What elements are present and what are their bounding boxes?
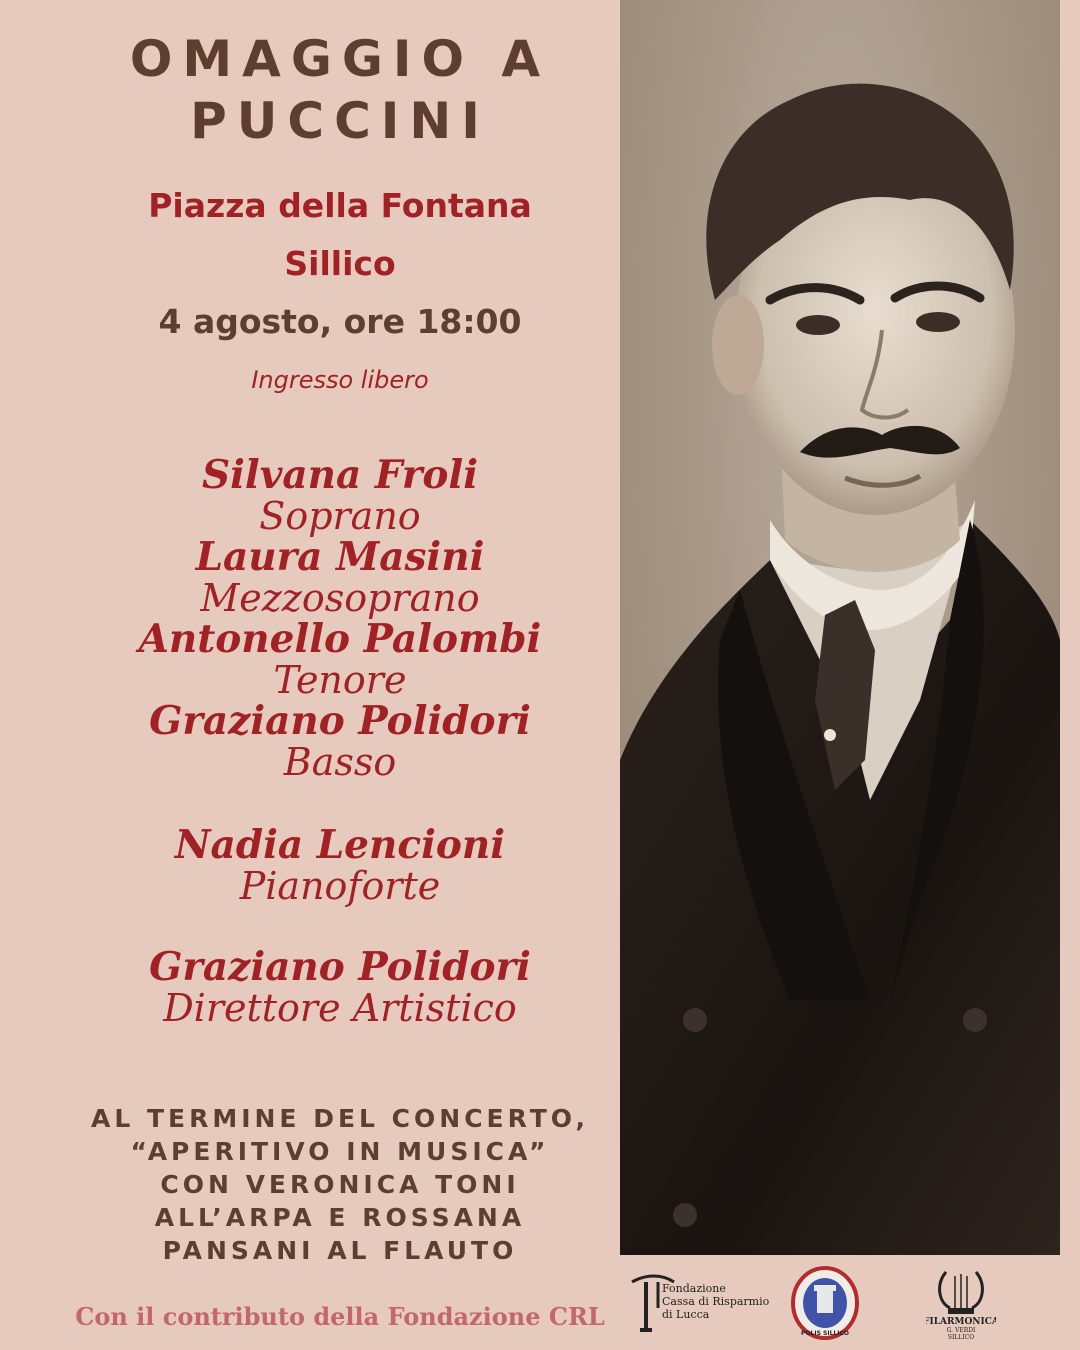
fondazione-crl-emblem bbox=[626, 1268, 776, 1338]
contribution-note: Con il contributo della Fondazione CRL bbox=[75, 1302, 605, 1331]
aperitivo-line: PANSANI AL FLAUTO bbox=[162, 1236, 518, 1265]
title-line-1: OMAGGIO A bbox=[129, 30, 551, 88]
performer-role: Soprano bbox=[259, 494, 421, 538]
performer-name: Laura Masini bbox=[195, 534, 485, 580]
performer-role: Basso bbox=[283, 740, 397, 784]
venue-place: Piazza della Fontana bbox=[148, 186, 532, 225]
logo-text: Cassa di Risparmio bbox=[662, 1295, 770, 1308]
director-role: Direttore Artistico bbox=[163, 986, 517, 1030]
event-date-time: 4 agosto, ore 18:00 bbox=[158, 302, 522, 341]
comune-sillico-logo bbox=[790, 1265, 860, 1341]
logo-text: di Lucca bbox=[662, 1308, 710, 1321]
portrait-illustration bbox=[620, 0, 1060, 1255]
logo-text: G. VERDI bbox=[946, 1327, 976, 1334]
puccini-portrait-photo bbox=[620, 0, 1060, 1255]
logo-text: FILARMONICA bbox=[926, 1317, 996, 1327]
venue-town: Sillico bbox=[284, 244, 396, 283]
aperitivo-line: CON VERONICA TONI bbox=[160, 1170, 520, 1199]
aperitivo-line: AL TERMINE DEL CONCERTO, bbox=[90, 1104, 590, 1133]
admission-note: Ingresso libero bbox=[251, 366, 429, 394]
performer-name: Graziano Polidori bbox=[149, 698, 531, 744]
pianist-name: Nadia Lencioni bbox=[174, 822, 506, 868]
performer-role: Mezzosoprano bbox=[200, 576, 480, 620]
filarmonica-verdi-logo bbox=[926, 1264, 996, 1342]
logo-text: Fondazione bbox=[662, 1282, 726, 1295]
fondazione-crl-logo bbox=[626, 1268, 776, 1338]
pianist-role: Pianoforte bbox=[239, 864, 441, 908]
aperitivo-line: ALL’ARPA E ROSSANA bbox=[154, 1203, 526, 1232]
sillico-crest-icon bbox=[790, 1265, 860, 1341]
logo-text: SILLICO bbox=[947, 1334, 975, 1341]
lyre-icon bbox=[926, 1264, 996, 1342]
director-name: Graziano Polidori bbox=[149, 944, 531, 990]
performer-role: Tenore bbox=[273, 658, 407, 702]
aperitivo-line: “APERITIVO IN MUSICA” bbox=[130, 1137, 550, 1166]
title-line-2: PUCCINI bbox=[190, 92, 490, 150]
performer-name: Silvana Froli bbox=[201, 452, 479, 498]
crest-text: POLIS SILLICO bbox=[801, 1330, 849, 1337]
performer-name: Antonello Palombi bbox=[138, 616, 542, 662]
